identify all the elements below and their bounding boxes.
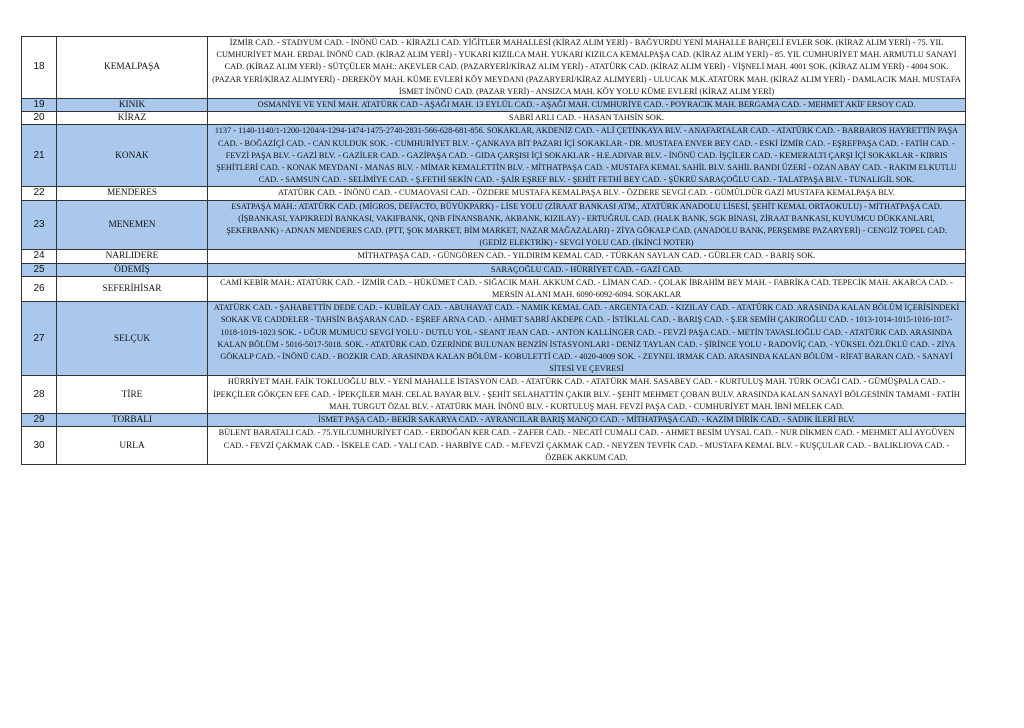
row-number: 23	[22, 200, 57, 250]
table-row	[22, 37, 966, 99]
district-name: NARLIDERE	[57, 250, 208, 263]
row-number: 29	[22, 414, 57, 427]
street-list: İSMET PAŞA CAD.- BEKİR SAKARYA CAD. - AYRANCILAR BARIŞ MANÇO CAD. - MİTHATPAŞA CAD. - KAZIM DİRİK CAD. - SADIK İLERİ BLV.	[208, 414, 966, 427]
table-row	[22, 112, 966, 125]
district-name: TİRE	[57, 376, 208, 414]
row-number: 18	[22, 37, 57, 99]
table-row	[22, 414, 966, 427]
row-number: 20	[22, 112, 57, 125]
row-number: 22	[22, 187, 57, 200]
district-name: MENDERES	[57, 187, 208, 200]
street-list: 1137 - 1140-1140/1-1200-1204/4-1294-1474-1475-2740-2831-566-628-681-856. SOKAKLAR, AKDENİZ CAD. - ALİ ÇETİNKAYA BLV. - ANAFARTALAR CAD. - ATATÜRK CAD. - BARBAROS HAYRETTİN PAŞA CAD. - BOĞAZİÇİ CAD. - CAN KULDUK SOK. - CUMHURİYET BLV. - ÇANKAYA BİT PAZARI İÇİ SOKAKLAR - DR. MUSTAFA ENVER BEY CAD. - ESKİ İZMİR CAD. - EŞREFPAŞA CAD. - FATİH CAD. - FEVZİ PAŞA BLV. - GAZİ BLV. - GAZİLER CAD. - GAZİPAŞA CAD. - GIDA ÇARŞISI İÇİ SOKAKLAR - H.E.ADIVAR BLV. - İNÖNÜ CAD. İŞÇİLER CAD. - KEMERALTI ÇARŞI İÇİ SOKAKLAR - KIBRIS ŞEHİTLERİ CAD. - KONAK MEYDANI - MANAS BLV. - MİMAR KEMALETTİN BLV. - MİTHATPAŞA CAD. - MUSTAFA KEMAL SAHİL BLV. SAHİL BANDI ÜZERİ - OZAN ABAY CAD. - RAKIM ELKUTLU CAD. - SAMSUN CAD. - SELİMİYE CAD. - Ş.FETHİ SEKİN CAD. - ŞAİR EŞREF BLV. - ŞEHİT FETHİ BEY CAD. - ŞÜKRÜ SARAÇOĞLU CAD. - TALATPAŞA BLV. - TUNALIGİL SOK.	[208, 125, 966, 187]
district-street-table	[21, 36, 966, 465]
street-list: SARAÇOĞLU CAD. - HÜRRİYET CAD. - GAZİ CAD.	[208, 263, 966, 276]
street-list: CAMİ KEBİR MAH.: ATATÜRK CAD. - İZMİR CAD. - HÜKÜMET CAD. - SIĞACIK MAH. AKKUM CAD. - LİMAN CAD. - ÇOLAK İBRAHİM BEY MAH. - FABRİKA CAD. TEPECİK MAH. AKARCA CAD. - MERSİN ALANI MAH. 6090-6092-6094. SOKAKLAR	[208, 276, 966, 301]
table-row	[22, 125, 966, 187]
table-row	[22, 263, 966, 276]
table-row	[22, 302, 966, 376]
table-row	[22, 200, 966, 250]
district-name: KONAK	[57, 125, 208, 187]
district-name: SELÇUK	[57, 302, 208, 376]
district-name: ÖDEMİŞ	[57, 263, 208, 276]
street-list: OSMANİYE VE YENİ MAH. ATATÜRK CAD - AŞAĞI MAH. 13 EYLÜL CAD. - AŞAĞI MAH. CUMHURİYE CAD. - POYRACIK MAH. BERGAMA CAD. - MEHMET AKİF ERSOY CAD.	[208, 99, 966, 112]
table-row	[22, 276, 966, 301]
row-number: 28	[22, 376, 57, 414]
row-number: 30	[22, 427, 57, 465]
table-row	[22, 99, 966, 112]
district-name: KINIK	[57, 99, 208, 112]
street-list: BÜLENT BARATALI CAD. - 75.YILCUMHURİYET CAD. - ERDOĞAN KER CAD. - ZAFER CAD. - NECATİ CUMALI CAD. - AHMET BESİM UYSAL CAD. - NUR DİKMEN CAD. - MEHMET ALİ AYGÜVEN CAD. - FEVZİ ÇAKMAK CAD. - İSKELE CAD. - YALI CAD. - HARBİYE CAD. - M.FEVZİ ÇAKMAK CAD. - NEYZEN TEVFİK CAD. - MUSTAFA KEMAL BLV. - KUŞÇULAR CAD. - BALIKLIOVA CAD. - ÖZBEK AKKUM CAD.	[208, 427, 966, 465]
district-name: URLA	[57, 427, 208, 465]
street-list: İZMİR CAD. - STADYUM CAD. - İNÖNÜ CAD. - KİRAZLI CAD. YİĞİTLER MAHALLESİ (KİRAZ ALIM YERİ) - BAĞYURDU YENİ MAHALLE BAHÇELİ EVLER SOK. (KİRAZ ALIM YERİ) - 75. YIL CUMHURİYET MAH. ERDAL İNÖNÜ CAD. (KİRAZ ALIM YERİ) - YUKARI KIZILCA MAH. YUKARI KIZILCA KEMALPAŞA CAD. (KİRAZ ALIM YERİ) - 85. YIL CUMHURİYET MAH. ARMUTLU SANAYİ CAD. (KİRAZ ALIM YERİ) - SÜTÇÜLER MAH.: AKEVLER CAD. (PAZARYERİ/KİRAZ ALIM YERİ) - ATATÜRK CAD. (KİRAZ ALIM YERİ) - VİŞNELİ MAH. 4001 SOK. (KİRAZ ALIM YERİ) - 4004 SOK. (PAZAR YERİ/KİRAZ ALIMYERİ) - DEREKÖY MAH. KÜME EVLERİ KÖY MEYDANI (PAZARYERİ/KİRAZ ALIMYERİ) - ULUCAK M.K.ATATÜRK MAH. (KİRAZ ALIM YERİ) - DAMLACIK MAH. MUSTAFA İSMET İNÖNÜ CAD. (PAZAR YERİ) - ANSIZCA MAH. KÖY YOLU KÜME EVLERİ (KİRAZ ALIM YERİ)	[208, 37, 966, 99]
district-name: KİRAZ	[57, 112, 208, 125]
table-row	[22, 187, 966, 200]
row-number: 21	[22, 125, 57, 187]
street-list: ATATÜRK CAD. - İNÖNÜ CAD. - CUMAOVASI CAD. - ÖZDERE MUSTAFA KEMALPAŞA BLV. - ÖZDERE SEVGİ CAD. - GÜMÜLDÜR GAZİ MUSTAFA KEMALPAŞA BLV.	[208, 187, 966, 200]
district-name: SEFERİHİSAR	[57, 276, 208, 301]
row-number: 19	[22, 99, 57, 112]
row-number: 25	[22, 263, 57, 276]
district-name: MENEMEN	[57, 200, 208, 250]
table-row	[22, 427, 966, 465]
street-list: ESATPAŞA MAH.: ATATÜRK CAD. (MİGROS, DEFACTO, BÜYÜKPARK) - LİSE YOLU (ZİRAAT BANKASI ATM., ATATÜRK ANADOLU LİSESİ, ŞEHİT KEMAL ORTAOKULU) - MİTHATPAŞA CAD. (İŞBANKASI, YAPIKREDİ BANKASI, VAKIFBANK, QNB FİNANSBANK, AKBANK, KIZILAY) - ERTUĞRUL CAD. (HALK BANK, SGK BİNASI, ZİRAAT BANKASI, KUYUMCU DÜKKANLARI, ŞEKERBANK) - ADNAN MENDERES CAD. (PTT, ŞOK MARKET, BİM MARKET, NAZAR MAĞAZALARI) - ZİYA GÖKALP CAD. (ANADOLU BANK, PERŞEMBE PAZARYERİ) - CENGİZ TOPEL CAD. (GEDİZ ELEKTRİK) - SEVGİ YOLU CAD. (İKİNCİ NOTER)	[208, 200, 966, 250]
row-number: 26	[22, 276, 57, 301]
street-list: ATATÜRK CAD. - ŞAHABETTİN DEDE CAD. - KUBİLAY CAD. - ABUHAYAT CAD. - NAMIK KEMAL CAD. - ARGENTA CAD. - KIZILAY CAD. - ATATÜRK CAD. ARASINDA KALAN BÖLÜM İÇERİSİNDEKİ SOKAK VE CADDELER - TAHSİN BAŞARAN CAD. - EŞREF ARNA CAD. - AHMET SABRİ AKDEPE CAD. - İSTİKLAL CAD. - BARIŞ CAD. - Ş.ER SEMİH ÇAKIROĞLU CAD. - 1013-1014-1015-1016-1017-1018-1019-1023 SOK. - UĞUR MUMUCU SEVGİ YOLU - DUTLU YOL - SEANT JEAN CAD. - ANTON KALLİNGER CAD. - FEVZİ PAŞA CAD. - METİN TAVASLIOĞLU CAD. - ATATÜRK CAD. ARASINDA KALAN BÖLÜM - 5016-5017-5018. SOK. - ATATÜRK CAD. ÜZERİNDE BULUNAN BENZİN İSTASYONLARI - DENİZ TAYLAN CAD. - ŞİRİNCE YOLU - RADOVİÇ CAD. - YÜKSEL ÖZLÜKLÜ CAD. - ZİYA GÖKALP CAD. - İNÖNÜ CAD. - BOZKIR CAD. ARASINDA KALAN BÖLÜM - KOBULETTİ CAD. - 4020-4009 SOK. - ZEYNEL IRMAK CAD. ARASINDA KALAN BÖLÜM - RİFAT BARAN CAD. - SANAYİ SİTESİ VE ÇEVRESİ	[208, 302, 966, 376]
table-row	[22, 376, 966, 414]
district-name: KEMALPAŞA	[57, 37, 208, 99]
street-list: HÜRRİYET MAH. FAİK TOKLUOĞLU BLV. - YENİ MAHALLE İSTASYON CAD. - ATATÜRK CAD. - ATATÜRK MAH. SASABEY CAD. - KURTULUŞ MAH. TÜRK OCAĞI CAD. - GÜMÜŞPALA CAD. - İPEKÇİLER GÖKÇEN EFE CAD. - İPEKÇİLER MAH. CELAL BAYAR BLV. - ŞEHİT SELAHATTİN ÇAKIR BLV. - ŞEHİT MEHMET ÇOBAN BULV. ARASINDA KALAN SANAYİ BÖLGESİNİN TAMAMI - FATİH MAH. TURGUT ÖZAL BLV. - ATATÜRK MAH. İNÖNÜ BLV. - KURTULUŞ MAH. FEVZİ PAŞA CAD. - CUMHURİYET MAH. İBNİ MELEK CAD.	[208, 376, 966, 414]
row-number: 24	[22, 250, 57, 263]
street-list: SABRİ ARLI CAD. - HASAN TAHSİN SOK.	[208, 112, 966, 125]
district-name: TORBALI	[57, 414, 208, 427]
row-number: 27	[22, 302, 57, 376]
street-list: MİTHATPAŞA CAD. - GÜNGÖREN CAD. - YILDIRIM KEMAL CAD. - TÜRKAN SAYLAN CAD. - GÜRLER CAD. - BARIŞ SOK.	[208, 250, 966, 263]
table-row	[22, 250, 966, 263]
